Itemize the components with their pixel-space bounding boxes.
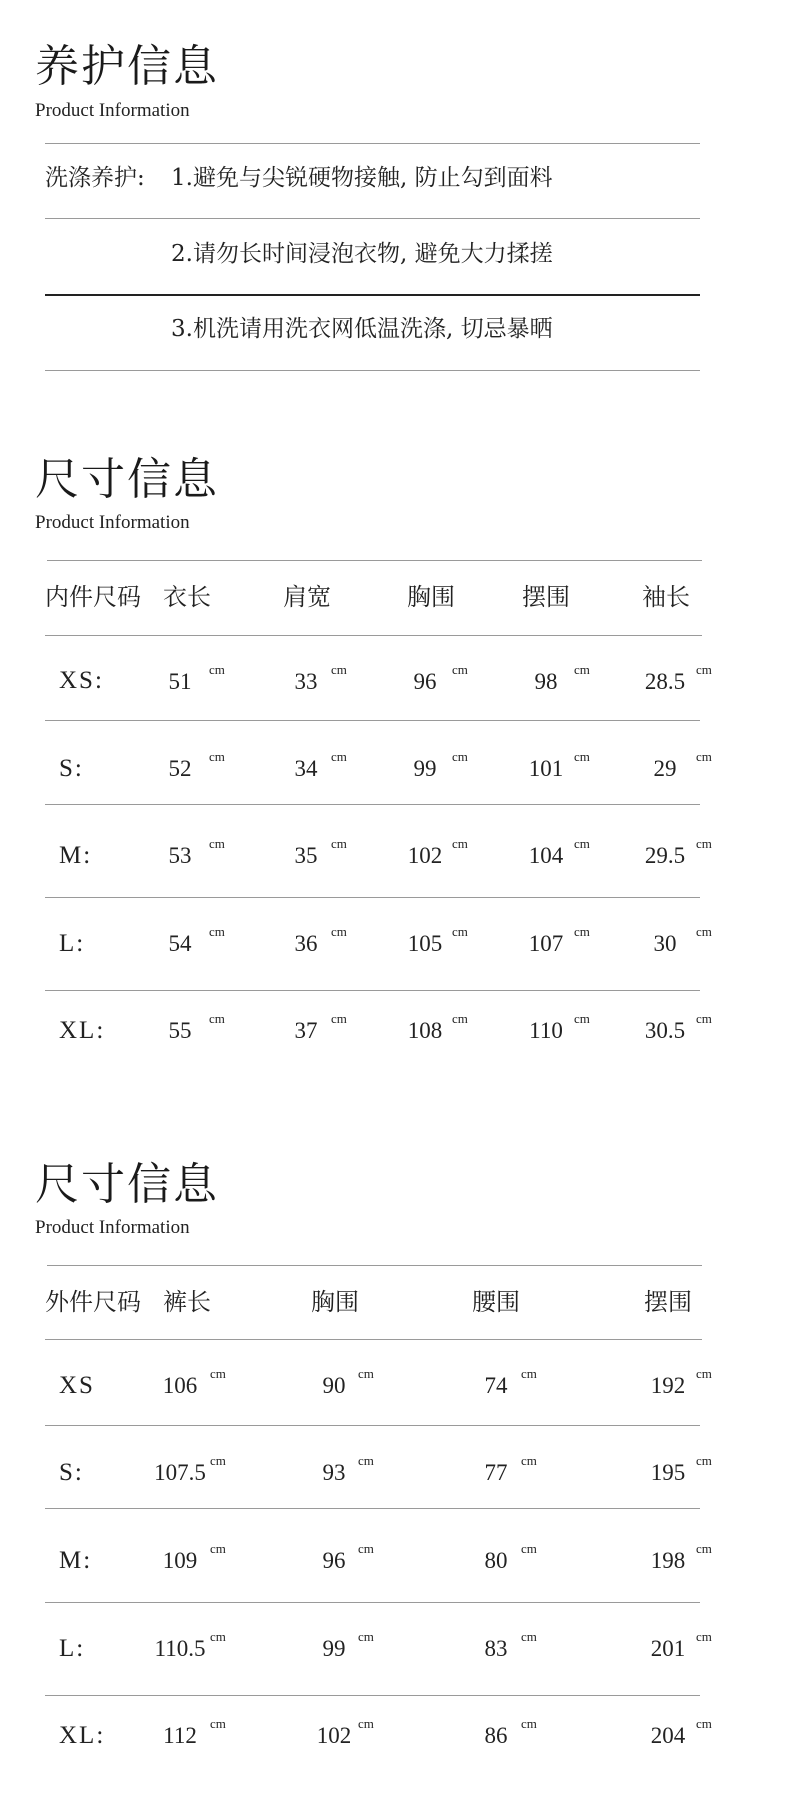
unit-label: cm <box>209 662 225 677</box>
unit-label: cm <box>696 1366 712 1381</box>
value-cell: 98 <box>534 669 558 694</box>
value-cell: 90 <box>322 1373 346 1398</box>
unit-label: cm <box>331 662 347 677</box>
unit-label: cm <box>696 662 712 677</box>
unit-label: cm <box>210 1453 226 1468</box>
outer-header-waist: 腰围 <box>472 1288 520 1316</box>
value-cell: 29 <box>653 756 677 781</box>
care-item-2: 2.请勿长时间浸泡衣物, 避免大力揉搓 <box>171 241 553 267</box>
value-cell: 198 <box>650 1548 686 1573</box>
unit-label: cm <box>574 1011 590 1026</box>
value-cell: 99 <box>322 1636 346 1661</box>
unit-label: cm <box>452 749 468 764</box>
unit-label: cm <box>358 1716 374 1731</box>
value-cell: 36 <box>294 931 318 956</box>
divider <box>45 1602 700 1603</box>
unit-label: cm <box>696 1716 712 1731</box>
unit-label: cm <box>331 749 347 764</box>
inner-header-length: 衣长 <box>163 583 211 611</box>
value-cell: 55 <box>168 1018 192 1043</box>
value-cell: 109 <box>162 1548 198 1573</box>
value-cell: 74 <box>484 1373 508 1398</box>
value-cell: 51 <box>168 669 192 694</box>
outer-header-hem: 摆围 <box>644 1288 692 1316</box>
unit-label: cm <box>521 1541 537 1556</box>
value-cell: 105 <box>407 931 443 956</box>
unit-label: cm <box>358 1366 374 1381</box>
unit-label: cm <box>696 924 712 939</box>
unit-label: cm <box>331 924 347 939</box>
inner-header-chest: 胸围 <box>407 583 455 611</box>
unit-label: cm <box>574 836 590 851</box>
size-label: XS: <box>59 667 104 694</box>
care-subtitle: Product Information <box>35 100 190 121</box>
size-label: XL: <box>59 1722 106 1749</box>
size-label: L: <box>59 1635 86 1662</box>
unit-label: cm <box>521 1453 537 1468</box>
value-cell: 204 <box>650 1723 686 1748</box>
divider <box>45 1695 700 1696</box>
value-cell: 96 <box>322 1548 346 1573</box>
unit-label: cm <box>210 1366 226 1381</box>
unit-label: cm <box>452 1011 468 1026</box>
value-cell: 195 <box>650 1460 686 1485</box>
unit-label: cm <box>521 1366 537 1381</box>
outer-size-title: 尺寸信息 <box>35 1159 219 1210</box>
value-cell: 35 <box>294 843 318 868</box>
size-label: XS <box>59 1372 95 1399</box>
value-cell: 110.5 <box>154 1636 206 1661</box>
value-cell: 77 <box>484 1460 508 1485</box>
care-item-1: 1.避免与尖锐硬物接触, 防止勾到面料 <box>171 165 553 191</box>
value-cell: 108 <box>407 1018 443 1043</box>
value-cell: 110 <box>529 1018 563 1043</box>
value-cell: 52 <box>168 756 192 781</box>
divider <box>47 1265 702 1266</box>
unit-label: cm <box>210 1541 226 1556</box>
size-label: XL: <box>59 1017 106 1044</box>
value-cell: 83 <box>484 1636 508 1661</box>
value-cell: 104 <box>528 843 564 868</box>
size-label: M: <box>59 1547 93 1574</box>
inner-size-title: 尺寸信息 <box>35 454 219 505</box>
unit-label: cm <box>696 836 712 851</box>
unit-label: cm <box>358 1629 374 1644</box>
unit-label: cm <box>696 749 712 764</box>
unit-label: cm <box>209 924 225 939</box>
unit-label: cm <box>331 836 347 851</box>
value-cell: 96 <box>413 669 437 694</box>
unit-label: cm <box>452 662 468 677</box>
value-cell: 107 <box>528 931 564 956</box>
value-cell: 107.5 <box>154 1460 206 1485</box>
size-label: S: <box>59 1459 84 1486</box>
value-cell: 102 <box>407 843 443 868</box>
value-cell: 28.5 <box>644 669 686 694</box>
value-cell: 201 <box>650 1636 686 1661</box>
unit-label: cm <box>358 1541 374 1556</box>
divider <box>45 1508 700 1509</box>
outer-size-subtitle: Product Information <box>35 1217 190 1238</box>
unit-label: cm <box>358 1453 374 1468</box>
inner-header-hem: 摆围 <box>522 583 570 611</box>
unit-label: cm <box>209 1011 225 1026</box>
inner-header-size: 内件尺码 <box>45 583 141 611</box>
inner-header-sleeve: 袖长 <box>642 583 690 611</box>
unit-label: cm <box>452 836 468 851</box>
value-cell: 30 <box>653 931 677 956</box>
unit-label: cm <box>696 1453 712 1468</box>
value-cell: 192 <box>650 1373 686 1398</box>
value-cell: 33 <box>294 669 318 694</box>
value-cell: 30.5 <box>644 1018 686 1043</box>
size-label: M: <box>59 842 93 869</box>
unit-label: cm <box>574 749 590 764</box>
unit-label: cm <box>452 924 468 939</box>
divider <box>45 1425 700 1426</box>
value-cell: 80 <box>484 1548 508 1573</box>
value-cell: 99 <box>413 756 437 781</box>
value-cell: 37 <box>294 1018 318 1043</box>
value-cell: 29.5 <box>644 843 686 868</box>
unit-label: cm <box>696 1011 712 1026</box>
unit-label: cm <box>209 836 225 851</box>
outer-header-pants-length: 裤长 <box>163 1288 211 1316</box>
value-cell: 102 <box>316 1723 352 1748</box>
value-cell: 86 <box>484 1723 508 1748</box>
unit-label: cm <box>696 1629 712 1644</box>
outer-header-chest: 胸围 <box>311 1288 359 1316</box>
inner-header-shoulder: 肩宽 <box>283 583 331 611</box>
unit-label: cm <box>331 1011 347 1026</box>
unit-label: cm <box>210 1716 226 1731</box>
unit-label: cm <box>521 1629 537 1644</box>
value-cell: 53 <box>168 843 192 868</box>
care-item-3: 3.机洗请用洗衣网低温洗涤, 切忌暴晒 <box>171 316 553 342</box>
inner-size-subtitle: Product Information <box>35 512 190 533</box>
unit-label: cm <box>574 924 590 939</box>
value-cell: 101 <box>528 756 564 781</box>
unit-label: cm <box>210 1629 226 1644</box>
unit-label: cm <box>574 662 590 677</box>
unit-label: cm <box>521 1716 537 1731</box>
care-label: 洗涤养护: <box>45 165 145 191</box>
unit-label: cm <box>209 749 225 764</box>
value-cell: 54 <box>168 931 192 956</box>
unit-label: cm <box>696 1541 712 1556</box>
size-label: S: <box>59 755 84 782</box>
outer-header-size: 外件尺码 <box>45 1288 141 1316</box>
divider <box>45 1339 702 1340</box>
value-cell: 112 <box>163 1723 197 1748</box>
value-cell: 106 <box>162 1373 198 1398</box>
value-cell: 93 <box>322 1460 346 1485</box>
value-cell: 34 <box>294 756 318 781</box>
care-title: 养护信息 <box>35 41 219 92</box>
size-label: L: <box>59 930 86 957</box>
